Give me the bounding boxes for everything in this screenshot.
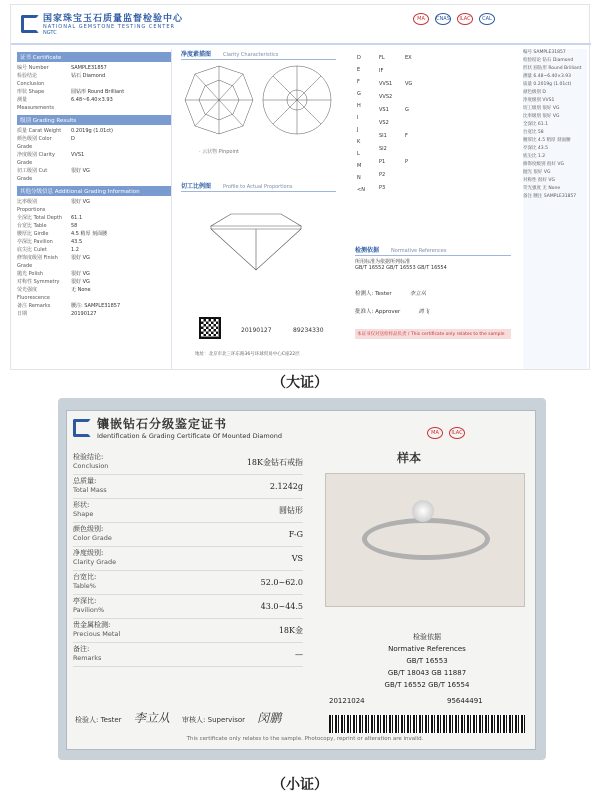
row-label-cn: 台宽比: bbox=[73, 573, 97, 581]
scale-label: G bbox=[357, 91, 361, 97]
row-label: 底尖比 Culet bbox=[17, 247, 47, 253]
summary-line: 全深比 61.1 bbox=[523, 122, 548, 127]
row-value: 18K金钻石戒指 bbox=[246, 458, 303, 467]
scale-label: P bbox=[405, 159, 409, 165]
small-footer: This certificate only relates to the sample. Photocopy, reprint or alteration are invalid. bbox=[186, 736, 424, 742]
summary-line: 修饰度级别 很好 VG bbox=[523, 162, 564, 167]
seal-cnas: CNAS bbox=[435, 13, 451, 25]
summary-line: 颜色级别 D bbox=[523, 90, 546, 95]
title-cn: 镶嵌钻石分级鉴定证书 bbox=[97, 417, 228, 431]
row-label-en: Clarity Grade bbox=[73, 558, 117, 566]
row-value: 腰注: SAMPLE31857 bbox=[71, 303, 121, 309]
brand-en: NATIONAL GEMSTONE TESTING CENTER bbox=[43, 24, 175, 30]
caption-small: （小证） bbox=[272, 777, 328, 793]
summary-line: 对称性 很好 VG bbox=[523, 178, 555, 183]
row-label: 日期 bbox=[17, 311, 28, 317]
section-heading: 其他分级信息 Additional Grading Information bbox=[17, 186, 171, 196]
grading-row bbox=[17, 88, 171, 96]
normative-heading: 检测依据 Normative References bbox=[355, 245, 511, 256]
scale-label: VS2 bbox=[379, 120, 389, 126]
scale-label: L bbox=[357, 151, 360, 157]
row-value: 58 bbox=[71, 223, 78, 229]
row-label: 切工级别 Cut Grade bbox=[17, 168, 48, 182]
scale-label: N bbox=[357, 175, 361, 181]
row-value: 0.2019g (1.01ct) bbox=[71, 128, 114, 134]
row-value: 圆钻形 Round Brilliant bbox=[71, 89, 125, 95]
summary-line: 比率级别 很好 VG bbox=[523, 114, 560, 119]
scale-label: SI1 bbox=[379, 133, 387, 139]
summary-line: 腰厚比 4.5 稍厚 刻面腰 bbox=[523, 138, 571, 143]
seal-cal: CAL bbox=[479, 13, 495, 25]
brand-cn: 国家珠宝玉石质量监督检验中心 bbox=[43, 14, 184, 24]
small-seal-ma: MA bbox=[427, 427, 443, 439]
row-labels bbox=[73, 500, 93, 521]
row-labels bbox=[73, 620, 120, 641]
grading-row bbox=[17, 72, 171, 88]
ring-band bbox=[362, 518, 490, 560]
scale-label: VG bbox=[405, 81, 413, 87]
small-certificate bbox=[58, 398, 546, 760]
clarity-heading: 净度素描图 Clarity Characteristics bbox=[181, 49, 336, 60]
row-value: 无 None bbox=[71, 287, 91, 293]
row-label: 净度级别 Clarity Grade bbox=[17, 152, 55, 166]
row-value: SAMPLE31857 bbox=[71, 65, 107, 71]
summary-line: 编号 SAMPLE31857 bbox=[523, 50, 566, 55]
approver-signature: 鸿飞 bbox=[418, 309, 430, 315]
row-label-en: Conclusion bbox=[73, 462, 109, 470]
approver-label: 批准人: Approver bbox=[355, 309, 401, 315]
summary-line: 切工级别 很好 VG bbox=[523, 106, 560, 111]
row-label-en: Shape bbox=[73, 510, 94, 518]
row-value: 52.0~62.0 bbox=[260, 578, 303, 587]
summary-line: 抛光 很好 VG bbox=[523, 170, 551, 175]
seal-ma: MA bbox=[413, 13, 429, 25]
small-row bbox=[73, 643, 303, 667]
row-labels bbox=[73, 596, 104, 617]
scale-label: F bbox=[357, 79, 360, 85]
row-label-en: Pavilion% bbox=[73, 606, 105, 614]
scale-label: P2 bbox=[379, 172, 386, 178]
qr-code bbox=[199, 317, 221, 339]
small-row bbox=[73, 475, 303, 499]
grading-row bbox=[17, 222, 171, 230]
row-label: 测量 Measurements bbox=[17, 97, 54, 111]
left-panel bbox=[17, 49, 172, 369]
row-value: 4.5 稍厚 刻面腰 bbox=[71, 231, 108, 237]
ngtc-brand bbox=[21, 11, 183, 36]
accreditation-seals bbox=[413, 13, 495, 25]
title-en: Identification & Grading Certificate Of Mounted Diamond bbox=[97, 432, 282, 440]
row-label: 比率级别 Proportions bbox=[17, 199, 46, 213]
tester-label: 检测人: Tester bbox=[355, 291, 392, 297]
address: 地址：北京市北三环东路36号环球贸易中心C座22层 bbox=[195, 352, 300, 357]
scale-label: H bbox=[357, 103, 361, 109]
row-label: 全深比 Total Depth bbox=[17, 215, 63, 221]
small-row bbox=[73, 619, 303, 643]
row-label-cn: 形状: bbox=[73, 501, 90, 509]
row-label-en: Color Grade bbox=[73, 534, 112, 542]
row-label: 修饰度级别 Finish Grade bbox=[17, 255, 58, 269]
grading-row bbox=[17, 127, 171, 135]
row-label-en: Precious Metal bbox=[73, 630, 121, 638]
row-value: 钻石 Diamond bbox=[71, 73, 106, 79]
scale-label: M bbox=[357, 163, 362, 169]
scale-label: VS1 bbox=[379, 107, 389, 113]
summary-line: 净度级别 VVS1 bbox=[523, 98, 555, 103]
row-value: 6.48~6.40×3.93 bbox=[71, 97, 113, 103]
row-label-cn: 颜色级别: bbox=[73, 525, 104, 533]
grading-row bbox=[17, 302, 171, 310]
small-normative: 检验依据 Normative References GB/T 16553 GB/T 18043 GB 11887 GB/T 16552 GB/T 16554 bbox=[384, 633, 470, 689]
row-label: 腰厚比 Girdle bbox=[17, 231, 49, 237]
row-label: 抛光 Polish bbox=[17, 271, 44, 277]
small-row bbox=[73, 451, 303, 475]
cert-code: 89234330 bbox=[293, 327, 324, 334]
scale-label: P3 bbox=[379, 185, 386, 191]
section-heading: 级别 Grading Results bbox=[17, 115, 171, 125]
row-label-cn: 净度级别: bbox=[73, 549, 104, 557]
scale-label: VVS1 bbox=[379, 81, 393, 87]
small-tester-label: 检验人: Tester bbox=[75, 716, 122, 724]
row-labels bbox=[73, 452, 108, 473]
grading-row bbox=[17, 278, 171, 286]
row-value: 很好 VG bbox=[71, 279, 90, 285]
row-label-en: Remarks bbox=[73, 654, 102, 662]
row-value: VS bbox=[291, 554, 303, 563]
row-label: 对称性 Symmetry bbox=[17, 279, 60, 285]
warning-strip: 本证书仅对送检样品负责 / This certificate only relates to the sample bbox=[355, 329, 511, 339]
grading-row bbox=[17, 135, 171, 151]
row-label-cn: 备注: bbox=[73, 645, 90, 653]
row-label-en: Total Mass bbox=[73, 486, 107, 494]
scale-label: IF bbox=[379, 68, 384, 74]
row-value: 圆钻形 bbox=[279, 506, 303, 515]
small-rows bbox=[73, 451, 303, 667]
scale-label: E bbox=[357, 67, 361, 73]
grading-row bbox=[17, 270, 171, 278]
grading-row bbox=[17, 286, 171, 302]
scale-label: J bbox=[357, 127, 359, 133]
scale-label: SI2 bbox=[379, 146, 387, 152]
scale-label: F bbox=[405, 133, 408, 139]
row-label-en: Table% bbox=[73, 582, 96, 590]
right-panel bbox=[355, 49, 511, 369]
small-row bbox=[73, 523, 303, 547]
caption-large: （大证） bbox=[272, 375, 328, 391]
scale-label: G bbox=[405, 107, 409, 113]
row-value: — bbox=[295, 650, 303, 659]
profile-diagram bbox=[181, 192, 336, 282]
plot-note: · 云状物 Pinpoint bbox=[199, 149, 239, 155]
small-row bbox=[73, 595, 303, 619]
supervisor-signature: 闵鹏 bbox=[257, 711, 282, 725]
summary-line: 质量 0.2019g (1.01ct) bbox=[523, 82, 572, 87]
grading-row bbox=[17, 151, 171, 167]
scale-label: <N bbox=[357, 187, 365, 193]
small-date: 20121024 bbox=[329, 697, 365, 705]
row-label: 质量 Carat Weight bbox=[17, 128, 62, 134]
small-row bbox=[73, 499, 303, 523]
row-value: 很好 VG bbox=[71, 199, 90, 205]
diamond-stone bbox=[412, 500, 434, 522]
summary-line: 荧光强度 无 None bbox=[523, 186, 561, 191]
row-value: 43.5 bbox=[71, 239, 83, 245]
grading-row bbox=[17, 230, 171, 238]
row-label: 亭深比 Pavilion bbox=[17, 239, 53, 245]
row-value: 43.0~44.5 bbox=[260, 602, 303, 611]
summary-line: 底尖比 1.2 bbox=[523, 154, 546, 159]
scale-label: VVS2 bbox=[379, 94, 393, 100]
row-labels bbox=[73, 644, 101, 665]
row-label-cn: 检验结论: bbox=[73, 453, 104, 461]
row-label: 编号 Number bbox=[17, 65, 49, 71]
row-labels bbox=[73, 572, 96, 593]
small-tester-signature: 李立从 bbox=[133, 711, 170, 725]
row-label: 颜色级别 Color Grade bbox=[17, 136, 52, 150]
grading-row bbox=[17, 167, 171, 183]
row-labels bbox=[73, 548, 116, 569]
scale-label: FL bbox=[379, 55, 385, 61]
row-value: F-G bbox=[288, 530, 303, 539]
row-value: 2.1242g bbox=[269, 482, 303, 491]
large-certificate bbox=[10, 4, 590, 370]
row-value: 61.1 bbox=[71, 215, 83, 221]
barcode bbox=[329, 715, 525, 733]
grading-row bbox=[17, 198, 171, 214]
scale-label: P1 bbox=[379, 159, 386, 165]
brand-abbr: NGTC bbox=[43, 30, 57, 36]
row-value: D bbox=[71, 136, 75, 142]
small-code: 95644491 bbox=[447, 697, 483, 705]
grading-row bbox=[17, 96, 171, 112]
norm-line-2: GB/T 16552 GB/T 16553 GB/T 16554 bbox=[355, 265, 447, 271]
sample-label: 样本 bbox=[397, 451, 422, 465]
row-label-cn: 总质量: bbox=[73, 477, 97, 485]
section-heading: 证书 Certificate bbox=[17, 52, 171, 62]
scale-label: I bbox=[357, 115, 359, 121]
small-seal-ilac: ILAC bbox=[449, 427, 465, 439]
ngtc-logo-small-icon bbox=[73, 419, 91, 437]
supervisor-label: 审核人: Supervisor bbox=[182, 716, 246, 724]
row-label-cn: 亭深比: bbox=[73, 597, 97, 605]
summary-line: 形状 圆钻形 Round Brilliant bbox=[523, 66, 582, 71]
small-signatures bbox=[75, 709, 281, 726]
row-value: 1.2 bbox=[71, 247, 79, 253]
certificate-card bbox=[66, 410, 536, 750]
norm-line-1: 所用标准为依据所列标准 bbox=[355, 259, 411, 265]
row-value: 很好 VG bbox=[71, 168, 90, 174]
scale-label: D bbox=[357, 55, 361, 61]
grading-row bbox=[17, 214, 171, 222]
grading-row bbox=[17, 238, 171, 246]
grading-row bbox=[17, 64, 171, 72]
summary-line: 备注 腰注 SAMPLE31857 bbox=[523, 194, 577, 199]
row-label: 台宽比 Table bbox=[17, 223, 47, 229]
summary-line: 台宽比 58 bbox=[523, 130, 544, 135]
row-label: 备注 Remarks bbox=[17, 303, 51, 309]
summary-panel bbox=[523, 49, 587, 369]
row-value: 很好 VG bbox=[71, 255, 90, 261]
scale-label: K bbox=[357, 139, 361, 145]
profile-heading: 切工比例图 Profile to Actual Proportions bbox=[181, 181, 336, 192]
grading-row bbox=[17, 254, 171, 270]
row-label: 形状 Shape bbox=[17, 89, 45, 95]
summary-line: 检验结论 钻石 Diamond bbox=[523, 58, 574, 63]
middle-panel bbox=[181, 49, 336, 369]
ngtc-logo-icon bbox=[21, 15, 39, 33]
issue-date: 20190127 bbox=[241, 327, 272, 334]
grading-row bbox=[17, 310, 171, 318]
ring-photo bbox=[325, 473, 525, 607]
row-value: VVS1 bbox=[71, 152, 85, 158]
small-row bbox=[73, 547, 303, 571]
row-label: 检验结论 Conclusion bbox=[17, 73, 45, 87]
small-title bbox=[73, 415, 282, 440]
grading-row bbox=[17, 246, 171, 254]
scale-label: EX bbox=[405, 55, 412, 61]
row-labels bbox=[73, 476, 107, 497]
summary-line: 亭深比 43.5 bbox=[523, 146, 548, 151]
row-value: 18K金 bbox=[278, 626, 303, 635]
row-value: 很好 VG bbox=[71, 271, 90, 277]
grade-scales bbox=[355, 49, 425, 209]
small-row bbox=[73, 571, 303, 595]
row-label-cn: 贵金属检测: bbox=[73, 621, 111, 629]
row-value: 20190127 bbox=[71, 311, 97, 317]
seal-ilac: ILAC bbox=[457, 13, 473, 25]
row-label: 荧光强度 Fluorescence bbox=[17, 287, 50, 301]
summary-line: 测量 6.48~6.40×3.93 bbox=[523, 74, 572, 79]
clarity-plot bbox=[181, 60, 336, 146]
tester-signature: 李立从 bbox=[409, 291, 427, 297]
row-labels bbox=[73, 524, 112, 545]
